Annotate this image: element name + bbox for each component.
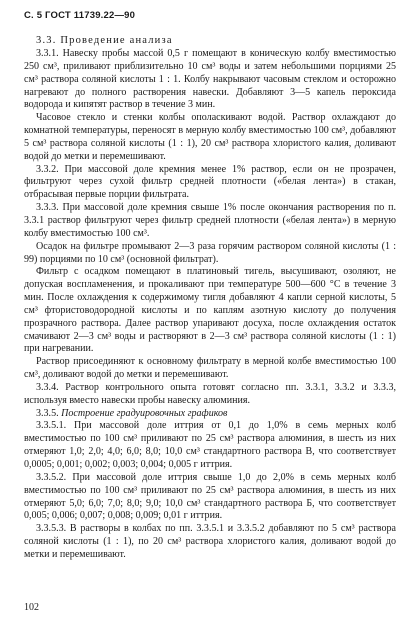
paragraph: 3.3.5.1. При массовой доле иттрия от 0,1 до 1,0% в семь мерных колб вместимостью по 100 см³ приливают по 25 см³ раствора алюминия, в шесть из них отмеряют 1,0; 2,0; 4,0; 6,0; 8,0; 10,0 см³ стандартного раствора В, что соответствует 0,0005; 0,001; 0,002; 0,003; 0,004; 0,005 г иттрия.: [24, 420, 396, 470]
paragraph: 3.3.2. При массовой доле кремния менее 1% раствор, если он не прозрачен, фильтруют через сухой фильтр средней плотности («белая лента») в стакан, отбрасывая первые порции фильтрата.: [24, 163, 396, 201]
paragraph: 3.3.4. Раствор контрольного опыта готовят согласно пп. 3.3.1, 3.3.2 и 3.3.3, используя вместо навески пробы навеску алюминия.: [24, 381, 396, 406]
paragraph: Фильтр с осадком помещают в платиновый тигель, высушивают, озоляют, не допуская воспламенения, и прокаливают при температуре 500—600 °С в течение 3 мин. После охлаждения к содержимому тигля добавляют 4 капли серной кислоты, 5 см³ фтористоводородной кислоты и по каплям азотную кислоту до получения прозрачного раствора. Далее раствор упаривают досуха, после охлаждения остаток смачивают 2—3 см³ воды и растворяют в 2—3 см³ раствора соляной кислоты (1 : 1) при нагревании.: [24, 266, 396, 355]
document-page: [24, 10, 396, 562]
paragraph: 3.3.3. При массовой доле кремния свыше 1% после окончания растворения по п. 3.3.1 раствор фильтруют через фильтр средней плотности («белая лента») в мерную колбу вместимостью 100 см³.: [24, 202, 396, 239]
section-title: 3.3. Проведение анализа: [36, 35, 173, 46]
paragraph: 3.3.5.2. При массовой доле иттрия свыше 1,0 до 2,0% в семь мерных колб вместимостью по 100 см³ приливают по 25 см³ раствора алюминия, в шесть из них отмеряют 5,0; 6,0; 7,0; 8,0; 9,0; 10,0 см³ стандартного раствора Б, что соответствует 0,005; 0,006; 0,007; 0,008; 0,009; 0,01 г иттрия.: [24, 471, 396, 522]
paragraph: 3.3.1. Навеску пробы массой 0,5 г помещают в коническую колбу вместимостью 250 см³, приливают приблизительно 10 см³ воды и затем небольшими порциями 25 см³ раствора соляной кислоты 1 : 1. Колбу накрывают часовым стеклом и осторожно нагревают до полного растворения навески. Добавляют 3—5 капель пероксида водорода и кипятят раствор в течение 3 мин.: [24, 48, 396, 111]
paragraph: 3.3.5.3. В растворы в колбах по пп. 3.3.5.1 и 3.3.5.2 добавляют по 5 см³ раствора соляной кислоты (1 : 1), по 20 см³ раствора хлористого калия, доливают водой до метки и перемешивают.: [24, 523, 396, 560]
subsection-number: 3.3.5.: [36, 407, 59, 419]
page-header: С. 5 ГОСТ 11739.22—90: [24, 10, 136, 21]
paragraph: Раствор присоединяют к основному фильтрату в мерной колбе вместимостью 100 см³, доливают водой до метки и перемешивают.: [24, 356, 396, 381]
paragraph: Осадок на фильтре промывают 2—3 раза горячим раствором соляной кислоты (1 : 99) порциями по 10 см³ (основной фильтрат).: [24, 240, 396, 265]
paragraph: Часовое стекло и стенки колбы ополаскивают водой. Раствор охлаждают до комнатной температуры, переносят в мерную колбу вместимостью 100 см³, добавляют 5 см³ раствора соляной кислоты (1 : 1), 20 см³ раствора хлористого калия, доливают водой до метки и перемешивают.: [24, 112, 396, 162]
subsection-title: Построение градуировочных графиков: [61, 407, 228, 419]
subsection-heading: [24, 408, 396, 421]
page-number: 102: [24, 602, 39, 613]
